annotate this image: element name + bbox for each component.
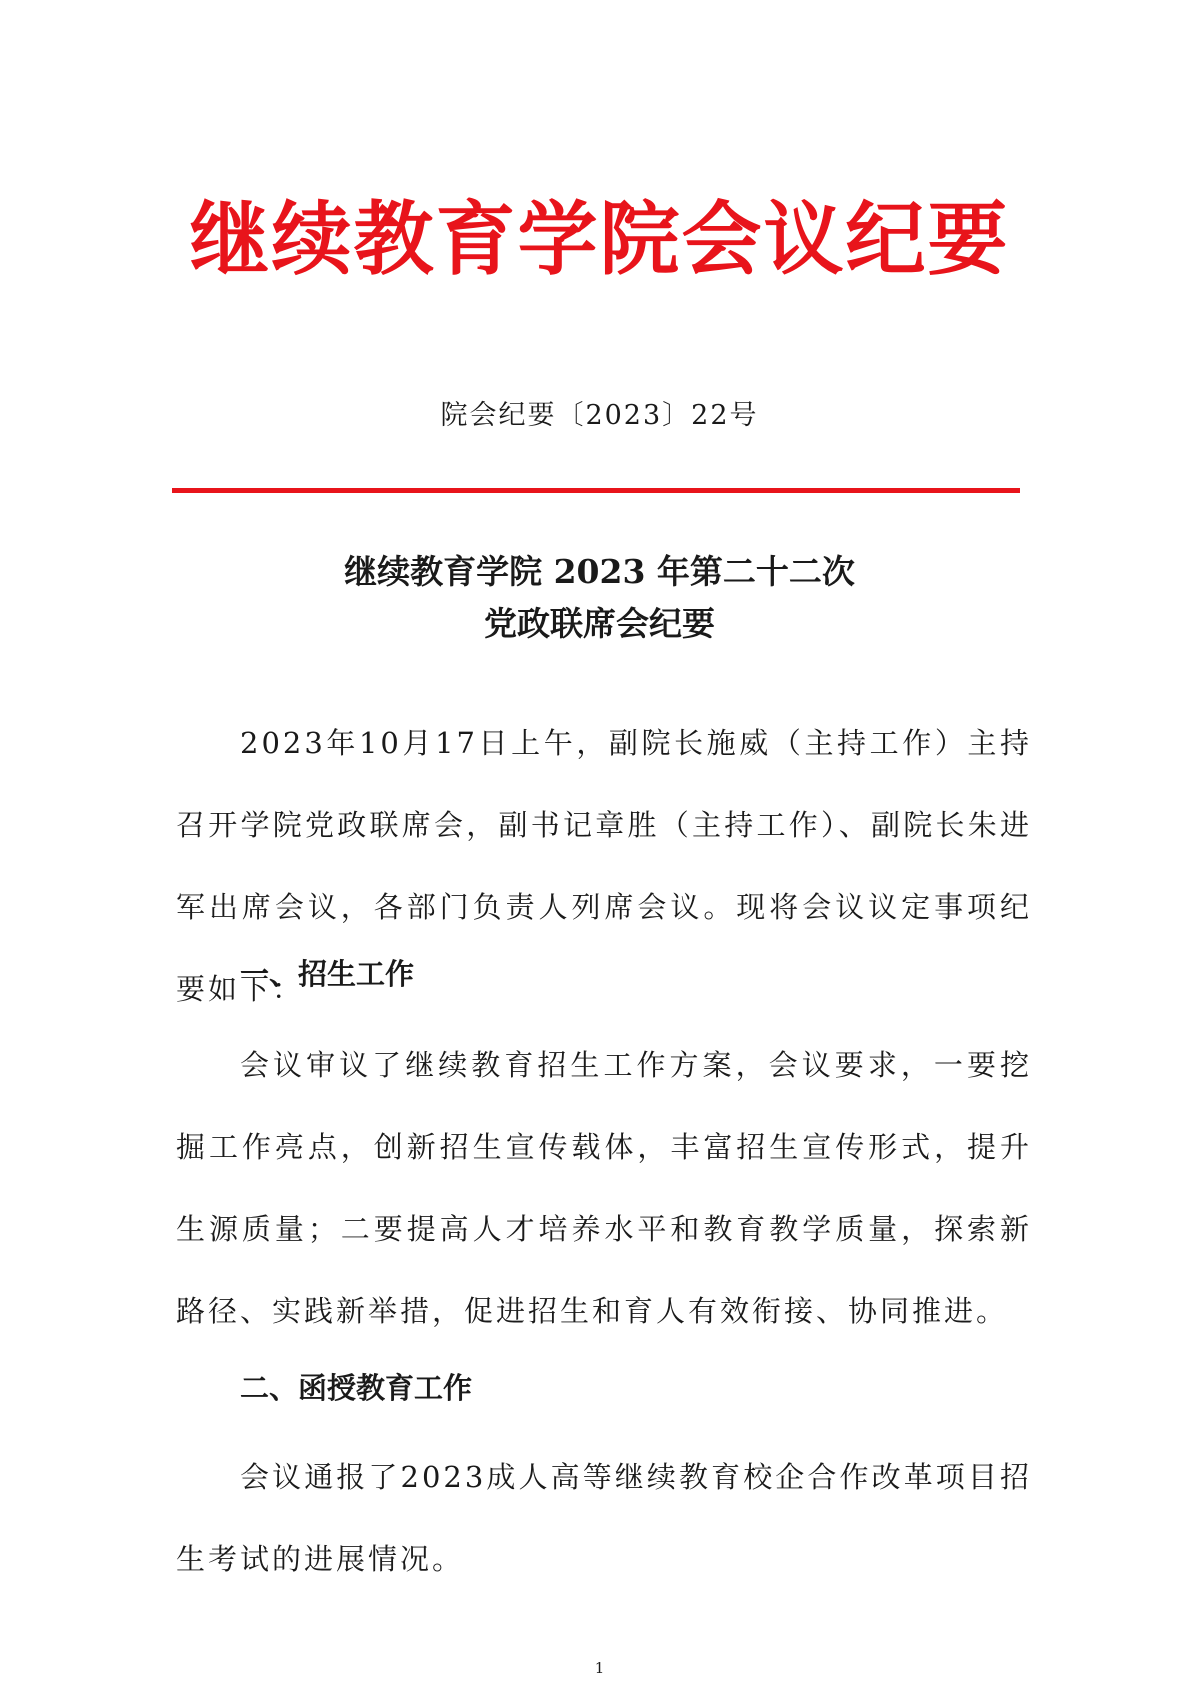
enrollment-paragraph: 会议审议了继续教育招生工作方案，会议要求，一要挖掘工作亮点，创新招生宣传载体，丰富招生宣传形式，提升生源质量；二要提高人才培养水平和教育教学质量，探索新路径、实践新举措，促进招生和育人有效衔接、协同推进。 (176, 1048, 1032, 1328)
meeting-title-line-1: 继续教育学院 2023 年第二十二次 (344, 552, 855, 591)
meeting-title-line-2: 党政联席会纪要 (484, 604, 715, 643)
section-heading-correspondence-education: 二、函授教育工作 (240, 1371, 473, 1405)
meeting-title (0, 546, 1199, 650)
section-heading-enrollment: 一、招生工作 (240, 957, 415, 991)
document-number: 院会纪要〔2023〕22号 (440, 400, 759, 431)
intro-paragraph: 2023年10月17日上午，副院长施威（主持工作）主持召开学院党政联席会，副书记章胜（主持工作）、副院长朱进军出席会议，各部门负责人列席会议。现将会议议定事项纪要如下： (176, 726, 1032, 1006)
masthead-title: 继续教育学院会议纪要 (189, 193, 1010, 286)
page-number: 1 (594, 1659, 605, 1677)
red-divider-line (172, 488, 1020, 493)
correspondence-education-paragraph: 会议通报了2023成人高等继续教育校企合作改革项目招生考试的进展情况。 (176, 1460, 1032, 1576)
